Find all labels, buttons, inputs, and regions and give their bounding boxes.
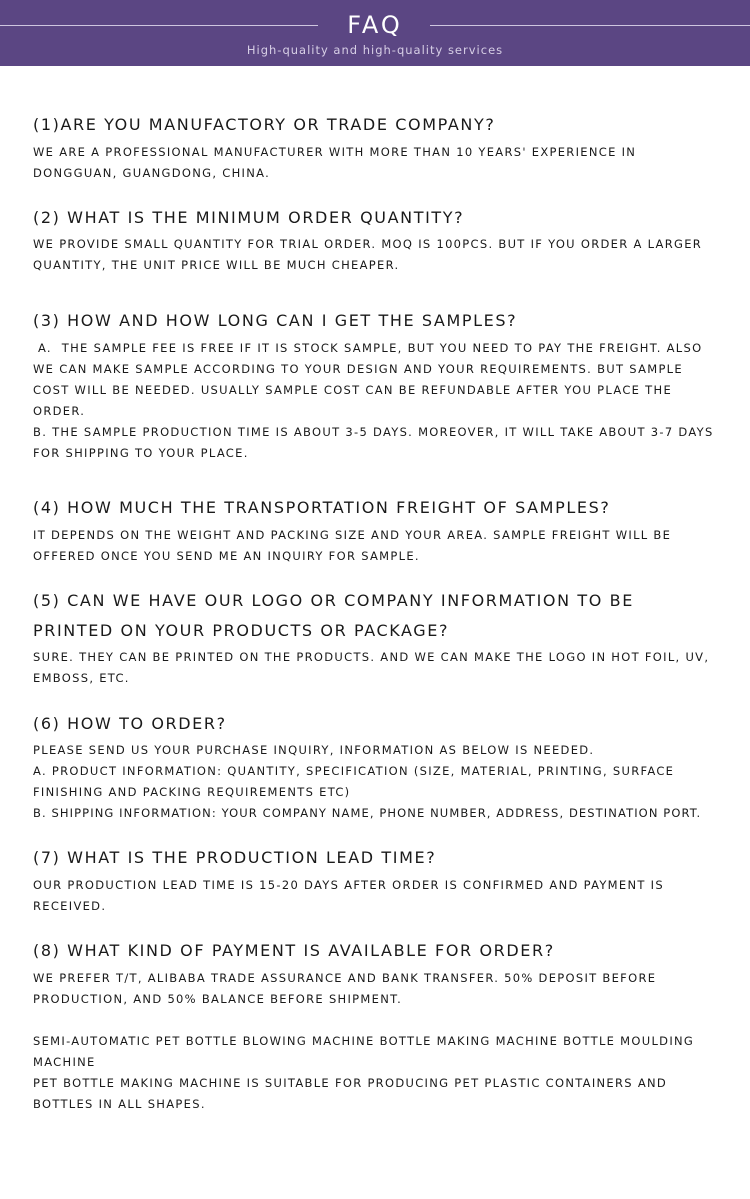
answer-line: SURE. THEY CAN BE PRINTED ON THE PRODUCTS. AND WE CAN MAKE THE LOGO IN HOT FOIL, UV, xyxy=(33,650,710,664)
page-subtitle: High-quality and high-quality services xyxy=(246,43,504,57)
faq-answer-5 xyxy=(33,647,739,689)
faq-question-3: (3) HOW AND HOW LONG CAN I GET THE SAMPLES? xyxy=(33,311,518,330)
answer-line: B. THE SAMPLE PRODUCTION TIME IS ABOUT 3-5 DAYS. MOREOVER, IT WILL TAKE ABOUT 3-7 DAYS xyxy=(33,425,714,439)
faq-header-banner xyxy=(0,0,750,66)
answer-line: OUR PRODUCTION LEAD TIME IS 15-20 DAYS AFTER ORDER IS CONFIRMED AND PAYMENT IS xyxy=(33,878,664,892)
answer-line: WE PROVIDE SMALL QUANTITY FOR TRIAL ORDER. MOQ IS 100PCS. BUT IF YOU ORDER A LARGER xyxy=(33,237,703,251)
faq-question-5 xyxy=(33,586,739,646)
answer-line: PLEASE SEND US YOUR PURCHASE INQUIRY, INFORMATION AS BELOW IS NEEDED. xyxy=(33,743,595,757)
faq-question-2: (2) WHAT IS THE MINIMUM ORDER QUANTITY? xyxy=(33,208,465,227)
answer-line: DONGGUAN, GUANGDONG, CHINA. xyxy=(33,166,271,180)
faq-answer-6 xyxy=(33,740,739,824)
answer-line: IT DEPENDS ON THE WEIGHT AND PACKING SIZE AND YOUR AREA. SAMPLE FREIGHT WILL BE xyxy=(33,528,672,542)
faq-question-4: (4) HOW MUCH THE TRANSPORTATION FREIGHT OF SAMPLES? xyxy=(33,498,611,517)
answer-line: QUANTITY, THE UNIT PRICE WILL BE MUCH CHEAPER. xyxy=(33,258,400,272)
answer-line: FOR SHIPPING TO YOUR PLACE. xyxy=(33,446,249,460)
note-line: MACHINE xyxy=(33,1055,96,1069)
faq-answer-7 xyxy=(33,875,739,917)
faq-answer-8 xyxy=(33,968,739,1010)
answer-line: A. PRODUCT INFORMATION: QUANTITY, SPECIFICATION (SIZE, MATERIAL, PRINTING, SURFACE xyxy=(33,764,675,778)
answer-line: A. THE SAMPLE FEE IS FREE IF IT IS STOCK SAMPLE, BUT YOU NEED TO PAY THE FREIGHT. ALSO xyxy=(33,341,703,355)
note-line: BOTTLES IN ALL SHAPES. xyxy=(33,1097,206,1111)
faq-answer-4 xyxy=(33,525,739,567)
question-line: PRINTED ON YOUR PRODUCTS OR PACKAGE? xyxy=(33,621,450,640)
answer-line: OFFERED ONCE YOU SEND ME AN INQUIRY FOR SAMPLE. xyxy=(33,549,420,563)
faq-answer-3 xyxy=(33,338,739,464)
faq-question-8: (8) WHAT KIND OF PAYMENT IS AVAILABLE FOR ORDER? xyxy=(33,941,555,960)
question-line: (5) CAN WE HAVE OUR LOGO OR COMPANY INFORMATION TO BE xyxy=(33,591,634,610)
faq-answer-1 xyxy=(33,142,739,184)
answer-line: WE CAN MAKE SAMPLE ACCORDING TO YOUR DESIGN AND YOUR REQUIREMENTS. BUT SAMPLE xyxy=(33,362,683,376)
faq-answer-2 xyxy=(33,234,739,276)
answer-line: ORDER. xyxy=(33,404,86,418)
faq-question-6: (6) HOW TO ORDER? xyxy=(33,714,227,733)
page-title: FAQ xyxy=(347,11,403,39)
product-note xyxy=(33,1031,739,1115)
answer-line: WE ARE A PROFESSIONAL MANUFACTURER WITH MORE THAN 10 YEARS' EXPERIENCE IN xyxy=(33,145,637,159)
note-line: PET BOTTLE MAKING MACHINE IS SUITABLE FOR PRODUCING PET PLASTIC CONTAINERS AND xyxy=(33,1076,668,1090)
note-line: SEMI-AUTOMATIC PET BOTTLE BLOWING MACHINE BOTTLE MAKING MACHINE BOTTLE MOULDING xyxy=(33,1034,695,1048)
answer-line: COST WILL BE NEEDED. USUALLY SAMPLE COST CAN BE REFUNDABLE AFTER YOU PLACE THE xyxy=(33,383,673,397)
faq-question-7: (7) WHAT IS THE PRODUCTION LEAD TIME? xyxy=(33,848,437,867)
answer-line: B. SHIPPING INFORMATION: YOUR COMPANY NAME, PHONE NUMBER, ADDRESS, DESTINATION PORT. xyxy=(33,806,702,820)
header-divider-right xyxy=(430,25,750,26)
answer-line: WE PREFER T/T, ALIBABA TRADE ASSURANCE AND BANK TRANSFER. 50% DEPOSIT BEFORE xyxy=(33,971,657,985)
faq-question-1: (1)ARE YOU MANUFACTORY OR TRADE COMPANY? xyxy=(33,115,496,134)
answer-line: RECEIVED. xyxy=(33,899,107,913)
answer-line: PRODUCTION, AND 50% BALANCE BEFORE SHIPMENT. xyxy=(33,992,403,1006)
answer-line: FINISHING AND PACKING REQUIREMENTS ETC) xyxy=(33,785,351,799)
answer-line: EMBOSS, ETC. xyxy=(33,671,130,685)
